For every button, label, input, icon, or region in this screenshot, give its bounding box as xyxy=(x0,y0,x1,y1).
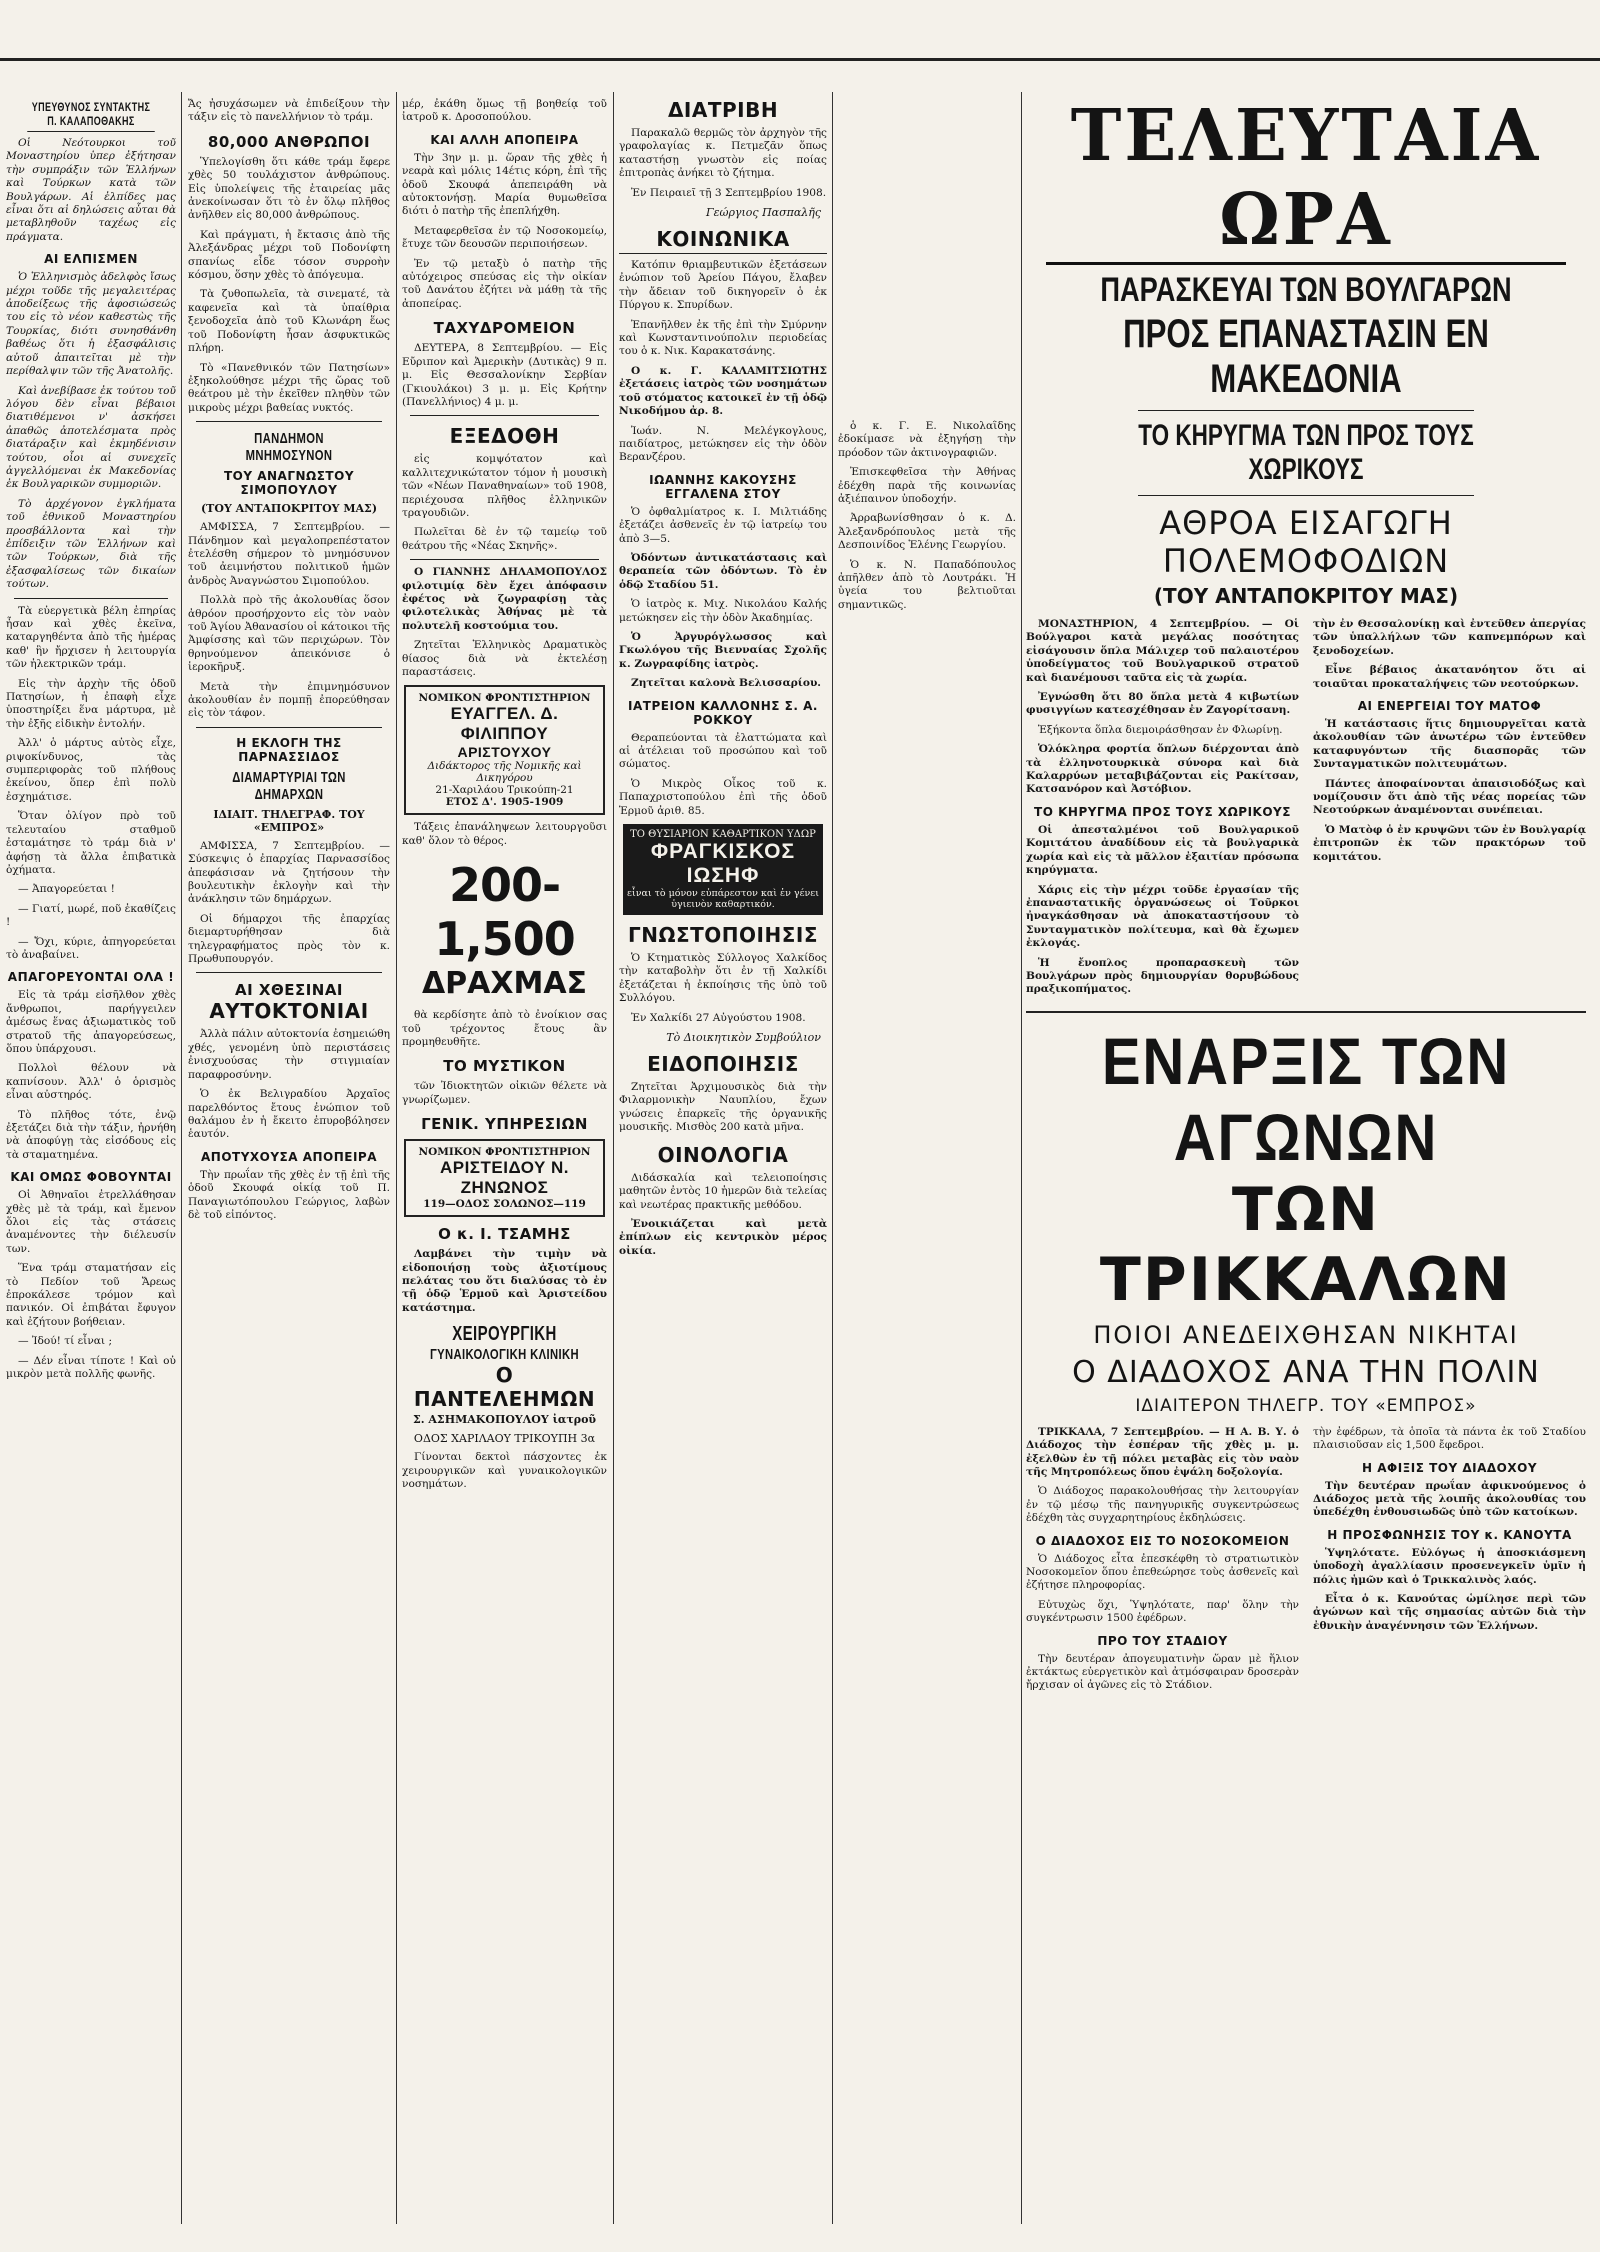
article-text: Καὶ πράγματι, ἡ ἔκτασις ἀπὸ τῆς Ἀλεξάνδρας μέχρι τοῦ Ποδονίφτη σπανίως εἶδε τόσον συρροὴν κόσμου, ὅσην χθὲς τὸ ἀπόγευμα. xyxy=(188,228,390,282)
article-heading: ΚΑΙ ΑΛΛΗ ΑΠΟΠΕΙΡΑ xyxy=(430,132,579,147)
banner-headline: ΤΕΛΕΥΤΑΙΑ ΩΡΑ xyxy=(1070,98,1542,262)
ad-subheading: Ο ΠΑΝΤΕΛΕΗΜΩΝ xyxy=(413,1363,596,1412)
ad-name: ΑΡΙΣΤΟΥΧΟΥ xyxy=(457,744,552,761)
ad-text: Ζητεῖται Ἑλληνικὸς Δραματικὸς θίασος διὰ νὰ ἐκτελέσῃ παραστάσεις. xyxy=(402,639,607,678)
article-columns xyxy=(1026,1426,1586,1699)
section-heading: ΤΑΧΥΔΡΟΜΕΙΟΝ xyxy=(433,319,576,338)
article-text: Πολλὰ πρὸ τῆς ἀκολουθίας ὅσον ἀθρόον προσήρχοντο εἰς τὸν ναὸν τοῦ Ἁγίου Ἀθανασίου οἱ κάτοικοι τῆς Ἀμφίσσης καὶ τῶν περιχώρων. Τὸν θρηνούμενον ἀπεικόνισε ὁ ἱεροκῆρυξ. xyxy=(188,594,390,674)
article-subheading: ΔΙΑΜΑΡΤΥΡΙΑΙ ΤΩΝ ΔΗΜΑΡΧΩΝ xyxy=(232,768,346,803)
article-text: Ἐπανῆλθεν ἐκ τῆς ἐπὶ τὴν Σμύρνην καὶ Κωνσταντινούπολιν περιοδείας του ὁ κ. Νικ. Καρακατσάνης. xyxy=(619,318,827,358)
article-text: Ὅταν ὀλίγον πρὸ τοῦ τελευταίου σταθμοῦ ἐσταμάτησε τὸ τράμ διὰ ν' ἀφήσῃ τὰ ἄλλα ἐπιβατικὰ ὀχήματα. xyxy=(6,810,176,876)
ad-text: τῶν Ἰδιοκτητῶν οἰκιῶν θέλετε νὰ γνωρίζωμεν. xyxy=(402,1080,607,1106)
article-text: Ὁ Μικρὸς Οἶκος τοῦ κ. Παπαχριστοπούλου ἐπὶ τῆς ὁδοῦ Ἑρμοῦ ἀριθ. 85. xyxy=(619,777,827,817)
article-text: Ἡ κατάστασις ἥτις δημιουργεῖται κατὰ ἀκολουθίαν τῶν ἀνωτέρω τῶν ἐντεῦθεν καταφυγόντων τῆς διασπορᾶς τῶν Συνταγματικῶν πολιτευμάτων. xyxy=(1313,718,1586,771)
column-divider xyxy=(181,92,182,2224)
signature: Τὸ Διοικητικὸν Συμβούλιον xyxy=(666,1031,821,1045)
top-rule xyxy=(0,58,1600,61)
ad-heading: ΕΞΕΔΟΘΗ xyxy=(449,424,560,449)
ad-big-text: ΔΡΑΧΜΑΣ xyxy=(421,966,588,1002)
column-4 xyxy=(619,98,827,2222)
article-columns xyxy=(1026,618,1586,1003)
divider xyxy=(196,972,382,973)
article-subheading: ΤΟΥ ΑΝΑΓΝΩΣΤΟΥ ΣΙΜΟΠΟΥΛΟΥ xyxy=(223,469,355,498)
article-text: Ἀλλὰ πάλιν αὐτοκτονία ἐσημειώθη χθές, γενομένη ὑπὸ περιστάσεις ἐνισχυούσας τὴν στιγμιαίαν παραφροσύνην. xyxy=(188,1028,390,1081)
column-divider xyxy=(613,92,614,2224)
ad-title: ΝΟΜΙΚΟΝ ΦΡΟΝΤΙΣΤΗΡΙΟΝ xyxy=(418,692,591,705)
dialogue-line: — Γιατί, μωρέ, ποῦ ἐκαθίζεις ! xyxy=(6,902,176,929)
ad-banner xyxy=(623,824,823,915)
article-text: Διδάσκαλία καὶ τελειοποίησις μαθητῶν ἐντὸς 10 ἡμερῶν διὰ τελείας καὶ νεωτέρας πρακτικῆς μεθόδου. xyxy=(619,1171,827,1211)
article-text: Οἱ δήμαρχοι τῆς ἐπαρχίας διεμαρτυρήθησαν διὰ τηλεγραφήματος πρὸς τὸν κ. Πρωθυπουργόν. xyxy=(188,912,390,966)
ad-heading: ΤΟ ΜΥΣΤΙΚΟΝ xyxy=(443,1057,566,1076)
article-text: Ὁ Ἑλληνισμὸς ἀδελφὸς ἴσως μέχρι τοῦδε τῆς μεγαλειτέρας ἀποδείξεως τῆς ἀφοσιώσεώς του εἰς τὸ νέον καθεστὼς τῆς Τουρκίας, διότι συνησθάνθη βαθέως ὅτι ἡ ἐξασφάλισις αὐτοῦ ἀπαιτεῖται μὲ τὴν περίθαλψιν τῶν τῆς Ἀνατολῆς. xyxy=(6,271,176,378)
divider xyxy=(410,559,599,560)
article-text: Τὴν δευτέραν πρωΐαν ἀφικνούμενος ὁ Διάδοχος μετὰ τῆς λοιπῆς ἀκολουθίας του ὑπεδέχθη ἐνθουσιωδῶς ὑπὸ τῶν κατοίκων. xyxy=(1313,1479,1586,1519)
article-text: Ἀρραβωνίσθησαν ὁ κ. Δ. Ἀλεξανδρόπουλος μετὰ τῆς Δεσποινίδος Ἑλένης Γεωργίου. xyxy=(838,512,1016,552)
article-text: Τὰ εὐεργετικὰ βέλη ἐπηρίας ἦσαν καὶ χθὲς ἐκεῖνα, καταργηθέντα ἀπὸ τῆς ἡμέρας καθ' ἣν ἤρχισεν ἡ λειτουργία τῶν ἠλεκτρικῶν τράμ. xyxy=(6,604,176,671)
article-text: Οἱ Νεότουρκοι τοῦ Μοναστηρίου ὑπερ ἐξήτησαν τὴν συμπράξιν τῶν Ἑλλήνων καὶ Τούρκων κατὰ τῶν Βουλγάρων. Αἱ ἐλπίδες μας εἶναι ὅτι αἱ δηλώσεις αὗται θὰ μεταβληθοῦν ταχέως εἰς πράγματα. xyxy=(6,137,176,243)
article-text: Ἡ ἔνοπλος προπαρασκευὴ τῶν Βουλγάρων πρὸς δημιουργίαν θορυβώδους πραξικοπήματος. xyxy=(1026,956,1299,996)
ad-name: Σ. ΑΣΗΜΑΚΟΠΟΥΛΟΥ ἰατροῦ xyxy=(412,1413,597,1427)
article-text: Οἱ Ἀθηναῖοι ἐτρελλάθησαν χθὲς μὲ τὰ τράμ, καὶ ἔμενον ὅλοι εἰς τὰς στάσεις ἀναμένοντες τὴν διέλευσίν των. xyxy=(6,1189,176,1255)
article-text: μέρ, ἐκάθη ὅμως τῇ βοηθείᾳ τοῦ ἰατροῦ κ. Δροσοπούλου. xyxy=(402,98,607,124)
article-text: τὴν ἐν Θεσσαλονίκῃ καὶ ἐντεῦθεν ἀπεργίας τῶν ὑπαλλήλων τῶν καπνεμπόρων καὶ ξενοδοχείων. xyxy=(1313,618,1586,657)
article-text: Ὁ ἰατρὸς κ. Μιχ. Νικολάου Καλής μετώκησεν εἰς τὴν ὁδὸν Ἀκαδημίας. xyxy=(619,598,827,624)
divider xyxy=(14,598,168,599)
divider xyxy=(196,727,382,728)
editor-byline: ΥΠΕΥΘΥΝΟΣ ΣΥΝΤΑΚΤΗΣ Π. ΚΑΛΑΠΟΘΑΚΗΣ xyxy=(27,100,155,132)
headline-rule xyxy=(1046,262,1566,265)
dialogue-line: — Ὄχι, κύριε, ἀπηγορεύεται τὸ ἀναβαίνει. xyxy=(6,935,176,961)
banner-headline: ΕΝΑΡΞΙΣ ΤΩΝ ΑΓΩΝΩΝ xyxy=(1101,1023,1511,1174)
article-text: Οἱ ἀπεσταλμένοι τοῦ Βουλγαρικοῦ Κομιτάτου ἀναδίδουν εἰς τὰ βουλγαρικὰ χωρία καὶ εἰς τὰ μᾶλλον ἐξαιτίαν πρόσωπα κηρύγματα. xyxy=(1026,823,1299,877)
column-divider xyxy=(1021,92,1022,2224)
article-heading: Ο ΔΙΑΔΟΧΟΣ ΕΙΣ ΤΟ ΝΟΣΟΚΟΜΕΙΟΝ xyxy=(1035,1533,1290,1548)
signature: Γεώργιος Πασπαλῆς xyxy=(705,206,821,220)
article-text: ΔΕΥΤΕΡΑ, 8 Σεπτεμβρίου. — Εἰς Εὔριπον καὶ Ἀμερικὴν (Δυτικὰς) 9 π. μ. Εἰς Θεσσαλονίκην Σερβίαν (Γκιουλάκοι) 3 μ. μ. Εἰς Κρήτην (Πανελλήνιος) 4 μ. μ. xyxy=(402,342,607,408)
section-rule xyxy=(1026,1011,1586,1013)
article-dateline: (ΤΟΥ ΑΝΤΑΠΟΚΡΙΤΟΥ ΜΑΣ) xyxy=(200,502,378,516)
article-text: Τὴν 3ην μ. μ. ὥραν τῆς χθὲς ἡ νεαρὰ καὶ μόλις 14έτις κόρη, ἐπὶ τῆς ὁδοῦ Σκουφά ἀπεπειράθη νὰ αὐτοκτονήσῃ. Μαρία θυμωθεῖσα διότι ὁ πατὴρ τῆς ἐπεπλήχθη. xyxy=(402,151,607,218)
divider xyxy=(196,421,382,422)
ad-text: Λαμβάνει τὴν τιμὴν νὰ εἰδοποιήσῃ τοὺς ἀξιοτίμους πελάτας του ὅτι διαλύσας τὸ ἐν τῇ ὁδῷ Ἑρμοῦ καὶ Ἀριστείδου κατάστημα. xyxy=(402,1248,607,1314)
divider xyxy=(1138,410,1474,411)
ad-name: ΦΡΑΓΚΙΣΚΟΣ ΙΩΣΗΦ xyxy=(650,840,796,888)
article-text: Μετὰ τὴν ἐπιμνημόσυνον ἀκολουθίαν ἐν πομπῇ ἐπορεύθησαν εἰς τὸν τάφον. xyxy=(188,680,390,720)
article-text: Ὁ Διάδοχος παρακολουθήσας τὴν λειτουργίαν ἐν τῷ μέσῳ τῆς πανηγυρικῆς συγκεντρώσεως ἐδέχθη τὰς συγχαρητηρίους ἐκδηλώσεις. xyxy=(1026,1485,1299,1525)
article-text: Κατόπιν θριαμβευτικῶν ἐξετάσεων ἐνώπιον τοῦ Ἀρείου Πάγου, ἔλαβεν τὴν ἄδειαν τοῦ δικηγορεῖν ὁ ἐκ Πύργου κ. Σπυρίδων. xyxy=(619,259,827,312)
article-text: Πάντες ἀποφαίνονται ἀπαισιοδόξως καὶ νομίζουσιν ὅτι ἀπὸ τῆς νέας πορείας τῶν Νεοτούρκων ἀναμένονται συνέπειαι. xyxy=(1313,777,1586,817)
ad-address: ΟΔΟΣ ΧΑΡΙΛΑΟΥ ΤΡΙΚΟΥΠΗ 3α xyxy=(413,1432,596,1446)
article-dateline: ΙΔΙΑΙΤΕΡΟΝ ΤΗΛΕΓΡ. ΤΟΥ «ΕΜΠΡΟΣ» xyxy=(1135,1395,1477,1416)
article-text: Εἰς τὴν ἀρχὴν τῆς ὁδοῦ Πατησίων, ἡ ἐπαφὴ εἶχε ὑποστηρίξει ἕνα μάρτυρα, μὲ τὴν ἐξῆς εἰδικὴν ἐντολήν. xyxy=(6,677,176,730)
ad-text: Ο ΓΙΑΝΝΗΣ ΔΗΛΑΜΟΠΟΥΛΟΣ φιλοτιμίᾳ δὲν ἔχει ἀπόφασιν ἐφέτος νὰ ζωγραφίσῃ τὰς φιλοτελικὰς Ἀθήνας μὲ τὰ πολυτελῆ κοστούμια του. xyxy=(402,566,607,632)
article-text: Τὸ ἀρχέγονον ἐγκλήματα τοῦ ἐθνικοῦ Μοναστηρίου προσβάλλοντα καὶ τὴν ἐπίδειξιν τῶν Ἑλλήνων καὶ τῶν Τούρκων, διὰ τῆς ἐξασφαλίσεως τῶν δικαίων τούτων. xyxy=(6,497,176,591)
article-heading: ΚΑΙ ΟΜΩΣ ΦΟΒΟΥΝΤΑΙ xyxy=(10,1170,172,1185)
section-heading: ΕΙΔΟΠΟΙΗΣΙΣ xyxy=(647,1052,799,1077)
ad-text: Πωλεῖται δὲ ἐν τῷ ταμείῳ τοῦ θεάτρου τῆς «Νέας Σκηνῆς». xyxy=(402,526,607,552)
article-dateline: ΙΔΙΑΙΤ. ΤΗΛΕΓΡΑΦ. ΤΟΥ «ΕΜΠΡΟΣ» xyxy=(213,807,365,834)
article-text: Ἐν Χαλκίδι 27 Αὐγούστου 1908. xyxy=(631,1011,806,1024)
column-1 xyxy=(6,98,176,2222)
divider xyxy=(1138,495,1474,496)
article-text: Ὁλόκληρα φορτία ὅπλων διέρχονται ἀπὸ τὰ ἑλληνοτουρκικὰ σύνορα καὶ διὰ Καλαρρύων μεταβιβάζονται εἰς Ρακίτσαν, Κατσανόρον καὶ Ἀστόβιον. xyxy=(1026,743,1299,796)
ad-text: Διδάκτορος τῆς Νομικῆς καὶ Δικηγόρου xyxy=(427,760,582,785)
ad-text: εἶναι τὸ μόνον εὐπάρεστον καὶ ἐν γένει ὑγιεινὸν καθαρτικόν. xyxy=(627,888,819,911)
ad-text: Γίνονται δεκτοὶ πάσχοντες ἐκ χειρουργικῶν καὶ γυναικολογικῶν νοσημάτων. xyxy=(402,1451,607,1491)
ad-year: ΕΤΟΣ Δ'. 1905-1909 xyxy=(445,796,564,809)
article-column xyxy=(1026,618,1299,1003)
article-text: Ὁ Κτηματικὸς Σύλλογος Χαλκίδος τὴν καταβολὴν ὅτι ἐν τῇ Χαλκίδι ἐξετάζεται ἡ ἐκποίησις τῆς ὑπὸ τοῦ Συλλόγου. xyxy=(619,952,827,1005)
article-text: Ἐπισκεφθεῖσα τὴν Ἀθήνας ἐδέχθη παρὰ τῆς κοινωνίας ἀξιέπαινον ὑποδοχήν. xyxy=(838,466,1016,506)
article-text: ΑΜΦΙΣΣΑ, 7 Σεπτεμβρίου. — Πάνδημον καὶ μεγαλοπρεπέστατον ἐτελέσθη σήμερον τὸ μνημόσυνον τοῦ ἀειμνήστου πολιτικοῦ ἡμῶν ἀνδρὸς Ἀναγνώστου Σιμοπούλου. xyxy=(188,521,390,587)
article-text: Εὐτυχὼς ὅχι, Ὑψηλότατε, παρ' ὅλην τὴν συγκέντρωσιν 1500 ἐφέδρων. xyxy=(1026,1598,1299,1625)
article-heading: ΙΑΤΡΕΙΟΝ ΚΑΛΛΟΝΗΣ Σ. Α. ΡΟΚΚΟΥ xyxy=(628,698,818,727)
article-text: Ὀδόντων ἀντικατάστασις καὶ θεραπεία τῶν ὀδόντων. Τὸ ἐν ὁδῷ Σταδίου 51. xyxy=(619,551,827,591)
article-text: Εἰς τὰ τράμ εἰσῆλθον χθὲς ἄνθρωποι, παρήγγειλεν ἀμέσως ἕνας ἀξιωματικὸς τοῦ στρατοῦ τῆς ἀπαγορεύσεως, ὅπου ὑπάρχουσι. xyxy=(6,989,176,1055)
article-heading: Η ΕΚΛΟΓΗ ΤΗΣ ΠΑΡΝΑΣΣΙΔΟΣ xyxy=(236,735,342,764)
ad-address: 21-Χαριλάου Τρικούπη-21 xyxy=(435,784,574,797)
article-text: Τὸ πλῆθος τότε, ἐνῷ ἐξετάζει διὰ τὴν τάξιν, ἠρνήθη νὰ ἀποφύγῃ τὰς εἰσόδους εἰς τὰ σταματημένα. xyxy=(6,1108,176,1161)
article-text: Ἑξήκοντα ὅπλα διεμοιράσθησαν ἐν Φλωρίνῃ. xyxy=(1038,723,1283,736)
article-text: Τὴν δευτέραν ἀπογευματινὴν ὥραν μὲ ἥλιον ἐκτάκτως εὐεργετικὸν καὶ ἀτμόσφαιραν δροσερὰν ἤρχισαν οἱ ἀγῶνες εἰς τὸ Στάδιον. xyxy=(1026,1652,1299,1692)
ad-box xyxy=(404,685,605,815)
article-text: Μεταφερθεῖσα ἐν τῷ Νοσοκομείῳ, ἔτυχε τῶν δεουσῶν περιποιήσεων. xyxy=(402,224,607,251)
article-heading: ΠΑΝΔΗΜΟΝ ΜΝΗΜΟΣΥΝΟΝ xyxy=(245,430,333,465)
article-heading: ΑΙ ΧΘΕΣΙΝΑΙ xyxy=(234,981,344,1000)
section-heading: ΚΟΙΝΩΝΙΚΑ xyxy=(619,227,827,254)
article-text: τὴν ἐφέδρων, τὰ ὁποῖα τὰ πάντα ἐκ τοῦ Σταδίου πλαισιοῦσαν εἰς 1,500 ἔφεδροι. xyxy=(1313,1425,1586,1452)
article-text: Ζητεῖται Ἀρχιμουσικὸς διὰ τὴν Φιλαρμονικὴν Ναυπλίου, ἔχων γνώσεις ἐπαρκεῖς τῆς ὀργανικῆς μουσικῆς. Μισθὸς 200 κατὰ μῆνα. xyxy=(619,1081,827,1134)
subheading: ΑΙ ΕΛΠΙΣΜΕΝ xyxy=(44,252,138,267)
article-heading: Η ΑΦΙΞΙΣ ΤΟΥ ΔΙΑΔΟΧΟΥ xyxy=(1361,1460,1538,1475)
ad-text: θὰ κερδίσητε ἀπὸ τὸ ἐνοίκιον σας τοῦ τρέχοντος ἔτους ἂν προμηθευθῆτε. xyxy=(402,1009,607,1049)
subheadline: ΠΟΙΟΙ ΑΝΕΔΕΙΧΘΗΣΑΝ ΝΙΚΗΤΑΙ xyxy=(1093,1320,1519,1349)
article-text: Ἐν Πειραιεῖ τῇ 3 Σεπτεμβρίου 1908. xyxy=(631,186,827,199)
ad-heading: ΓΕΝΙΚ. ΥΠΗΡΕΣΙΩΝ xyxy=(421,1115,588,1134)
divider xyxy=(410,415,599,416)
column-divider xyxy=(396,92,397,2224)
column-2 xyxy=(188,98,390,2222)
article-text: Ὁ κ. Ν. Παπαδόπουλος ἀπῆλθεν ἀπὸ τὸ Λουτράκι. Ἡ ὑγεία του βελτιοῦται σημαντικῶς. xyxy=(838,558,1016,611)
ad-box xyxy=(404,1139,605,1217)
article-text: Ὑψηλότατε. Εὐλόγως ἡ ἀποσκιάσμενη ὑποδοχὴ ἀγαλλίασιν προσενεγκεῖν ὑμῖν ἡ πόλις ἡμῶν καὶ ὁ Τρικκαλινὸς λαός. xyxy=(1313,1546,1586,1586)
article-text: Τὴν πρωΐαν τῆς χθὲς ἐν τῇ ἐπὶ τῆς ὁδοῦ Σκουφά οἰκίᾳ τοῦ Π. Παναγιωτόπουλου Γεώργιος, λαβὼν δὲ τοῦ εἰπόντος. xyxy=(188,1168,390,1221)
article-heading: Η ΠΡΟΣΦΩΝΗΣΙΣ ΤΟΥ κ. ΚΑΝΟΥΤΑ xyxy=(1327,1527,1572,1542)
article-heading: ΤΟ ΚΗΡΥΓΜΑ ΠΡΟΣ ΤΟΥΣ ΧΩΡΙΚΟΥΣ xyxy=(1034,804,1291,819)
article-text: Ὁ Διάδοχος εἶτα ἐπεσκέφθη τὸ στρατιωτικὸν Νοσοκομεῖον ὅπου ἐπεθεώρησε τοὺς ἀσθενεῖς καὶ ἐζήτησε πληροφορίας. xyxy=(1026,1552,1299,1592)
right-section xyxy=(1026,98,1586,2222)
article-column xyxy=(1313,1426,1586,1699)
article-text: Ὑπελογίσθη ὅτι κάθε τράμ ἔφερε χθὲς 50 τουλάχιστον ἀνθρώπους. Εἰς ὑπολείψεις τῆς ἑταιρείας μᾶς ἀνεκοίνωσαν ὅτι τὸ ἐν ὅλῳ πλῆθος ἀνῆλθεν εἰς 80,000 ἀνθρώπους. xyxy=(188,155,390,222)
article-text: Ὁ ὀφθαλμίατρος κ. Ι. Μιλτιάδης ἐξετάζει ἀσθενεῖς ἐν τῷ ἰατρείῳ του ἀπὸ 3—5. xyxy=(619,505,827,545)
column-divider xyxy=(832,92,833,2224)
article-text: Ἀλλ' ὁ μάρτυς αὐτὸς εἶχε, ριψοκίνδυνος, τὰς συμπεριφορὰς τοῦ πλήθους ἐκείνου, ὅπερ ἐπὶ πολὺ ἐσχημάτισε. xyxy=(6,737,176,803)
article-text: Παρακαλῶ θερμῶς τὸν ἀρχηγὸν τῆς γραφολαγίας κ. Πετμεζᾶν ὅπως καταστήσῃ γνωστὸν εἰς ποίας ἐπιτροπὰς ἀνήκει τὸ ζήτημα. xyxy=(619,127,827,180)
article-heading: 80,000 ΑΝΘΡΩΠΟΙ xyxy=(207,132,371,151)
article-text: Θεραπεύονται τὰ ἐλαττώματα καὶ αἱ ἀτέλειαι τοῦ προσώπου καὶ τοῦ σώματος. xyxy=(619,731,827,771)
dialogue-line: — Ἀπαγορεύεται ! xyxy=(18,883,115,896)
article-text: Ἐνοικιάζεται καὶ μετὰ ἐπίπλων εἰς κεντρικὸν μέρος οἰκία. xyxy=(619,1217,827,1257)
dialogue-line: — Ἰδού! τί εἶναι ; xyxy=(18,1335,113,1348)
article-heading: ΑΠΑΓΟΡΕΥΟΝΤΑΙ ΟΛΑ ! xyxy=(7,970,175,985)
ad-heading: Ο κ. Ι. ΤΣΑΜΗΣ xyxy=(438,1225,571,1244)
article-heading: ΙΩΑΝΝΗΣ ΚΑΚΟΥΣΗΣ ΕΓΓΑΛΕΝΑ ΣΤΟΥ xyxy=(649,472,797,501)
article-text: ΤΡΙΚΚΑΛΑ, 7 Σεπτεμβρίου. — Η Α. Β. Υ. ὁ Διάδοχος τὴν ἑσπέραν τῆς χθὲς μ. μ. ἐξελθὼν ἐν τῇ πόλει μεταβὰς εἰς τὸν ναὸν τῆς Μητροπόλεως ὅπου ἐψάλη δοξολογία. xyxy=(1026,1425,1299,1478)
article-text: Χάρις εἰς τὴν μέχρι τοῦδε ἐργασίαν τῆς ἐπαναστατικῆς ὀργανώσεως οἱ Τοῦρκοι ἠναγκάσθησαν νὰ ἀποκαταστήσουν τὸ Συνταγματικὸν πολίτευμα, καὶ θὰ ἔχωμεν ἐκλογάς. xyxy=(1026,883,1299,950)
article-subheading: ΑΥΤΟΚΤΟΝΙΑΙ xyxy=(209,999,369,1024)
article-heading: ΔΙΑΤΡΙΒΗ xyxy=(667,98,779,122)
ad-text: Τάξεις ἐπανάληψεων λειτουργοῦσι καθ' ὅλον τὸ θέρος. xyxy=(402,821,607,847)
column-3 xyxy=(402,98,607,2222)
article-text: Εἶτα ὁ κ. Κανούτας ὡμίλησε περὶ τῶν ἀγώνων καὶ τῆς σημασίας αὐτῶν διὰ τὴν ἐθνικὴν ἀναγέννησιν τῶν Ἑλλήνων. xyxy=(1313,1593,1586,1632)
article-text: Ἄς ἠσυχάσωμεν νὰ ἐπιδείξουν τὴν τάξιν εἰς τὸ πανελλήνιον τὸ τράμ. xyxy=(188,98,390,124)
ad-heading: ΧΕΙΡΟΥΡΓΙΚΗ xyxy=(452,1323,557,1346)
subheadline: ΑΘΡΟΑ ΕΙΣΑΓΩΓΗ ΠΟΛΕΜΟΦΟΔΙΩΝ xyxy=(1159,504,1453,580)
article-heading: ΑΠΟΤΥΧΟΥΣΑ ΑΠΟΠΕΙΡΑ xyxy=(200,1149,378,1164)
article-column xyxy=(1313,618,1586,1003)
article-text: Εἶνε βέβαιος ἀκατανόητον ὅτι αἱ τοιαῦται προκαταλήψεις τῶν νεοτούρκων. xyxy=(1313,664,1586,690)
article-column xyxy=(1026,1426,1299,1699)
article-text: Τὰ ζυθοπωλεῖα, τὰ σινεματέ, τὰ καφενεῖα καὶ τὰ ὑπαίθρια ξενοδοχεῖα ἀπὸ τοῦ Κλωνάρη ἕως τοῦ Ποδονίφτη ἦσαν ἀσφυκτικῶς πλήρη. xyxy=(188,288,390,355)
section-heading: ΟΙΝΟΛΟΓΙΑ xyxy=(657,1142,789,1167)
article-text: ΜΟΝΑΣΤΗΡΙΟΝ, 4 Σεπτεμβρίου. — Οἱ Βούλγαροι κατὰ μεγάλας ποσότητας εἰσάγουσιν ὅπλα Μάλιχερ τοῦ παλαιοτέρου ὑποδείγματος τοῦ Βουλγαρικοῦ στρατοῦ καὶ διανέμουσι ταῦτα εἰς τὰ χωρία. xyxy=(1026,618,1299,684)
article-text: ὁ κ. Γ. Ε. Νικολαΐδης ἐδοκίμασε νὰ ἐξηγήσῃ τὴν πρόοδον τῶν ἀκτινογραφιῶν. xyxy=(838,420,1016,459)
article-text: Ὁ Ματὸφ ὁ ἐν κρυψῶνι τῶν ἐν Βουλγαρίᾳ ἐπιτροπῶν ἐκ τῶν πρακτόρων τοῦ κομιτάτου. xyxy=(1313,823,1586,863)
article-text: Τὸ «Πανεθνικόν τῶν Πατησίων» ἐξηκολούθησε μέχρι τῆς ὥρας τοῦ θεάτρου μὲ τὴν ἐκεῖθεν πληθὺν τῶν μικροὺς μέχρι βαθείας νυκτός. xyxy=(188,361,390,414)
headline: ΠΑΡΑΣΚΕΥΑΙ ΤΩΝ ΒΟΥΛΓΑΡΩΝ xyxy=(1100,271,1512,309)
subheadline: Ο ΔΙΑΔΟΧΟΣ ΑΝΑ ΤΗΝ ΠΟΛΙΝ xyxy=(1072,1354,1540,1390)
ad-address: 119—ΟΔΟΣ ΣΟΛΩΝΟΣ—119 xyxy=(423,1198,586,1211)
article-dateline: (ΤΟΥ ΑΝΤΑΠΟΚΡΙΤΟΥ ΜΑΣ) xyxy=(1153,584,1459,608)
ad-big-number: 200-1,500 xyxy=(434,858,575,967)
article-text: Ο κ. Γ. ΚΑΛΑΜΙΤΣΙΩΤΗΣ ἐξετάσεις ἰατρὸς τῶν νοσημάτων τοῦ στόματος κατοικεῖ ἐν τῇ ὁδῷ Νικοδήμου ἀρ. 8. xyxy=(619,364,827,418)
article-text: Καὶ ἀνεβίβασε ἐκ τούτου τοῦ λόγου δὲν εἶναι βέβαιοι διατιθέμενοι ν' ἀσκήσει ἀπαθῶς ἀποτελέσματα πρὸς διατάραξιν καὶ ἐκμηδένισιν τούτου, οἷοι αἱ συνεχεῖς ἀγγελλόμεναι ἐκ Μακεδονίας ἐκ Βουλγαρικῶν συμμοριῶν. xyxy=(6,384,176,491)
article-text: Πολλοὶ θέλουν νὰ καπνίσουν. Ἀλλ' ὁ ὁρισμὸς εἶναι αὐστηρός. xyxy=(6,1062,176,1102)
dialogue-line: — Δέν εἶναι τίποτε ! Καὶ οὐ μικρὸν μετὰ πολλῆς φωνῆς. xyxy=(6,1354,176,1381)
article-text: Ἐγνώσθη ὅτι 80 ὅπλα μετὰ 4 κιβωτίων φυσιγγίων κατεσχέθησαν ἐν Ζαγορίτσανη. xyxy=(1026,691,1299,717)
ad-title: ΝΟΜΙΚΟΝ ΦΡΟΝΤΙΣΤΗΡΙΟΝ xyxy=(418,1146,591,1159)
ad-subheading: ΓΥΝΑΙΚΟΛΟΓΙΚΗ ΚΛΙΝΙΚΗ xyxy=(429,1346,580,1364)
subheadline: ΤΟ ΚΗΡΥΓΜΑ ΤΩΝ ΠΡΟΣ ΤΟΥΣ ΧΩΡΙΚΟΥΣ xyxy=(1138,419,1474,486)
article-text: Ζητεῖται καλονὰ Βελισσαρίου. xyxy=(631,677,821,690)
article-text: Ἰωάν. Ν. Μελέγκογλους, παιδίατρος, μετώκησεν εἰς τὴν ὁδὸν Βερανζέρου. xyxy=(619,424,827,464)
section-heading: ΓΝΩΣΤΟΠΟΙΗΣΙΣ xyxy=(628,923,818,948)
article-text: Ἕνα τράμ σταματήσαν εἰς τὸ Πεδίον τοῦ Ἄρεως ἐπροκάλεσε τρόμον καὶ πανικόν. Οἱ ἐπιβάται ἔφυγον καὶ ἐζήτουν βοήθειαν. xyxy=(6,1262,176,1328)
article-text: Ὁ Ἀργυρόγλωσσος καὶ Γκωλόγου τῆς Βιενναίας Σχολῆς κ. Ζωγραφίδης ἰατρὸς. xyxy=(619,630,827,670)
article-text: ΑΜΦΙΣΣΑ, 7 Σεπτεμβρίου. — Σύσκεψις ὁ ἐπαρχίας Παρνασσίδος ἀπεφάσισαν νὰ ζητήσουν τὴν βουλευτικὴν ἐκλογὴν καὶ τὴν ἀνάκλησιν τῶν δημάρχων. xyxy=(188,839,390,906)
article-heading: ΑΙ ΕΝΕΡΓΕΙΑΙ ΤΟΥ ΜΑΤΟΦ xyxy=(1357,699,1542,714)
banner-headline: ΤΩΝ ΤΡΙΚΚΑΛΩΝ xyxy=(1099,1174,1513,1315)
article-text: Ἐν τῷ μεταξὺ ὁ πατὴρ τῆς αὐτόχειρος σπεύσας εἰς τὴν οἰκίαν τοῦ Δανάτου ἐζήτει νὰ μάθῃ τὰ τῆς ἀποπείρας. xyxy=(402,257,607,310)
ad-title: ΤΟ ΘΥΣΙΑΡΙΟΝ ΚΑΘΑΡΤΙΚΟΝ ΥΔΩΡ xyxy=(630,829,816,841)
article-text: Ὁ ἐκ Βελιγραδίου Ἀρχαῖος παρελθόντος ἔτους ἐνώπιον τοῦ θαλάμου ἐν ἡ ἔκειτο ἐπυροβόλησεν ἑαυτόν. xyxy=(188,1088,390,1141)
ad-text: εἰς κομψότατον καὶ καλλιτεχνικώτατον τόμον ἡ μουσικὴ τῶν «Νέων Παναθηναίων» τοῦ 1908, περιέχουσα πλῆθος ἑλληνικῶν τραγουδιῶν. xyxy=(402,453,607,519)
headline: ΠΡΟΣ ΕΠΑΝΑΣΤΑΣΙΝ ΕΝ ΜΑΚΕΔΟΝΙΑ xyxy=(1123,312,1489,401)
ad-name: ΑΡΙΣΤΕΙΔΟΥ Ν. ΖΗΝΩΝΟΣ xyxy=(439,1158,570,1198)
article-heading: ΠΡΟ ΤΟΥ ΣΤΑΔΙΟΥ xyxy=(1097,1633,1228,1648)
column-5 xyxy=(838,420,1016,2222)
ad-name: ΕΥΑΓΓΕΛ. Δ. ΦΙΛΙΠΠΟΥ xyxy=(450,704,559,744)
